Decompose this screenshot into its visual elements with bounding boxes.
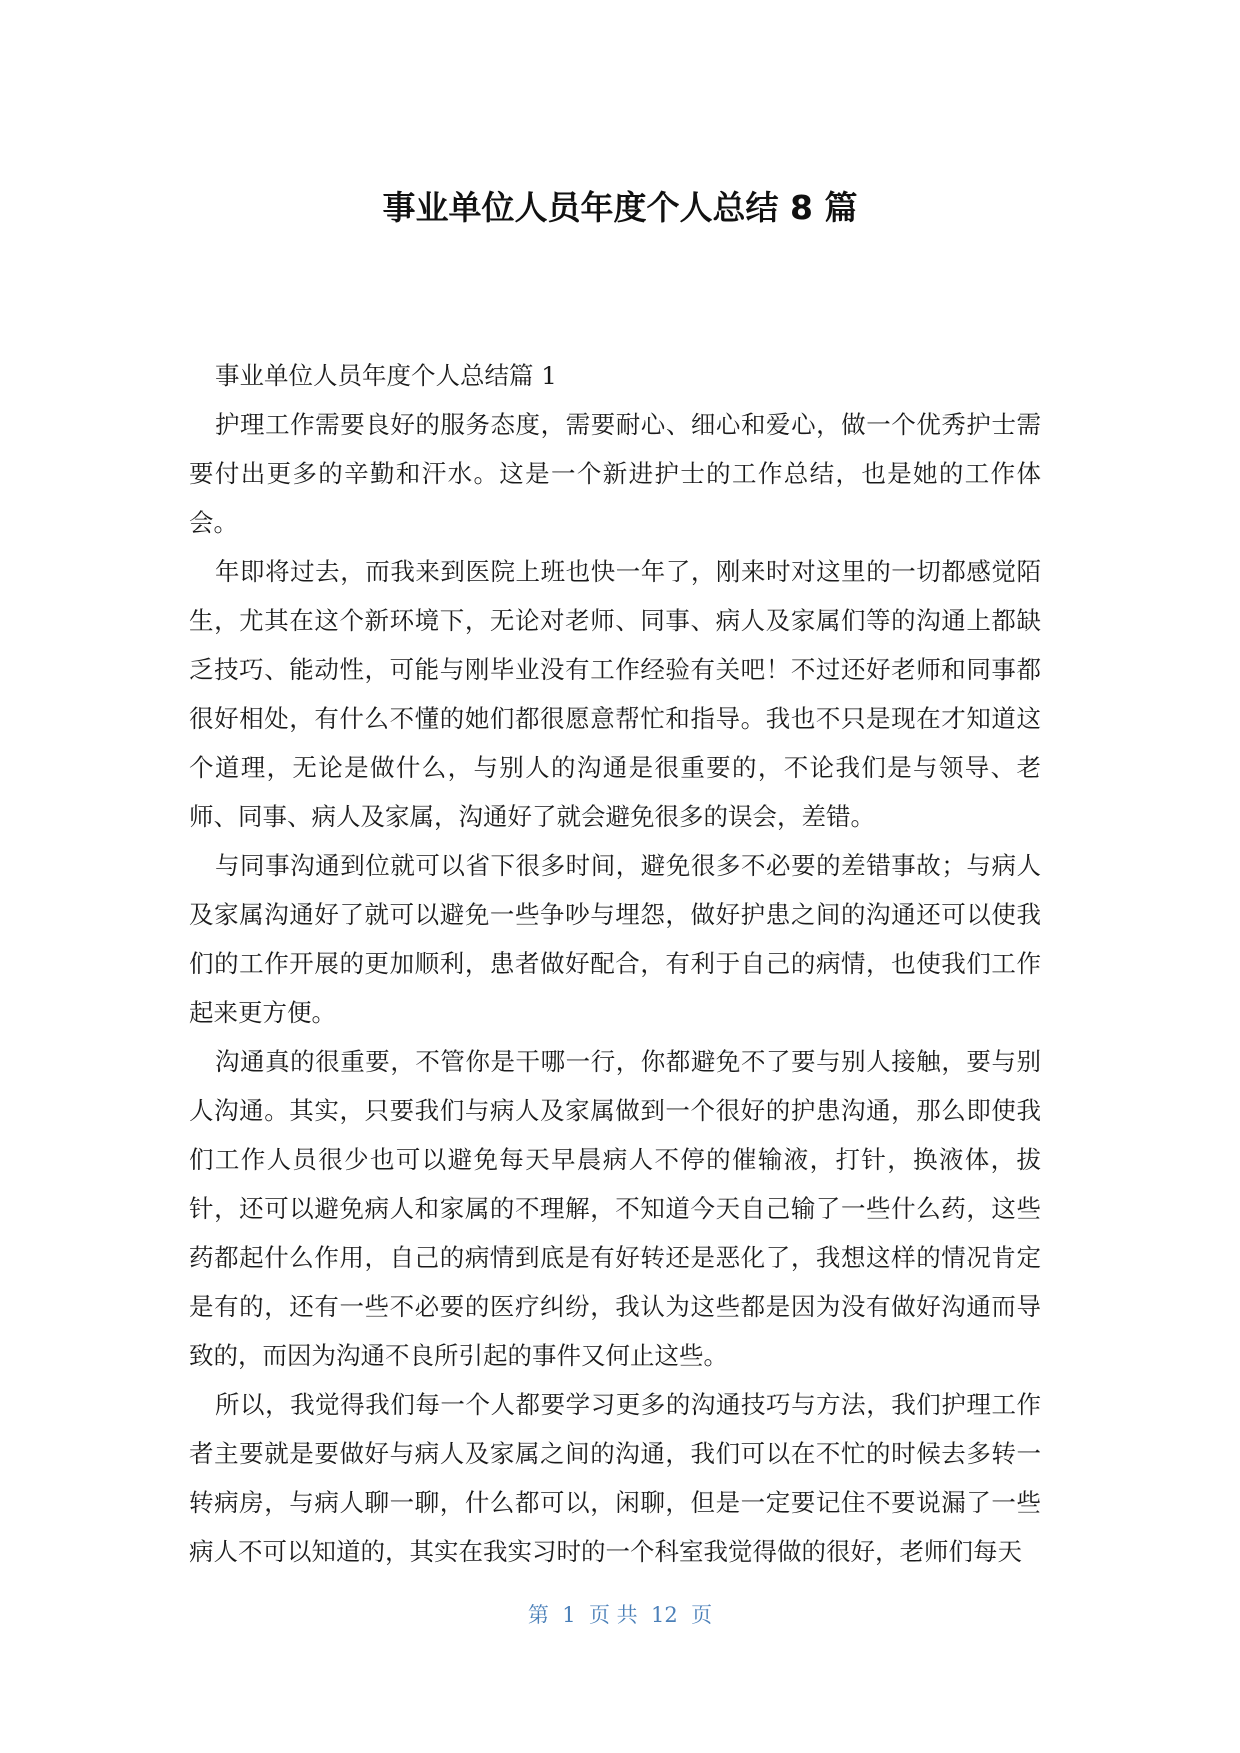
body-paragraph: 年即将过去，而我来到医院上班也快一年了，刚来时对这里的一切都感觉陌生，尤其在这个新环境下，无论对老师、同事、病人及家属们等的沟通上都缺乏技巧、能动性，可能与刚毕业没有工作经验有关吧！不过还好老师和同事都很好相处，有什么不懂的她们都很愿意帮忙和指导。我也不只是现在才知道这个道理，无论是做什么，与别人的沟通是很重要的，不论我们是与领导、老师、同事、病人及家属，沟通好了就会避免很多的误会，差错。 [189, 557, 1041, 831]
page-number-footer: 第 1 页 共 12 页 [527, 1603, 713, 1627]
document-body [189, 351, 1041, 1576]
body-paragraph: 沟通真的很重要，不管你是干哪一行，你都避免不了要与别人接触，要与别人沟通。其实，只要我们与病人及家属做到一个很好的护患沟通，那么即使我们工作人员很少也可以避免每天早晨病人不停的催输液，打针，换液体，拔针，还可以避免病人和家属的不理解，不知道今天自己输了一些什么药，这些药都起什么作用，自己的病情到底是有好转还是恶化了，我想这样的情况肯定是有的，还有一些不必要的医疗纠纷，我认为这些都是因为没有做好沟通而导致的，而因为沟通不良所引起的事件又何止这些。 [189, 1047, 1041, 1370]
document-title: 事业单位人员年度个人总结 8 篇 [382, 188, 858, 227]
body-paragraph: 与同事沟通到位就可以省下很多时间，避免很多不必要的差错事故；与病人及家属沟通好了就可以避免一些争吵与埋怨，做好护患之间的沟通还可以使我们的工作开展的更加顺利，患者做好配合，有利于自己的病情，也使我们工作起来更方便。 [189, 851, 1041, 1027]
section-heading: 事业单位人员年度个人总结篇 1 [215, 361, 557, 390]
body-paragraph: 护理工作需要良好的服务态度，需要耐心、细心和爱心，做一个优秀护士需要付出更多的辛勤和汗水。这是一个新进护士的工作总结，也是她的工作体会。 [189, 410, 1041, 537]
body-paragraph: 所以，我觉得我们每一个人都要学习更多的沟通技巧与方法，我们护理工作者主要就是要做好与病人及家属之间的沟通，我们可以在不忙的时候去多转一转病房，与病人聊一聊，什么都可以，闲聊，但是一定要记住不要说漏了一些病人不可以知道的，其实在我实习时的一个科室我觉得做的很好，老师们每天 [189, 1390, 1041, 1566]
